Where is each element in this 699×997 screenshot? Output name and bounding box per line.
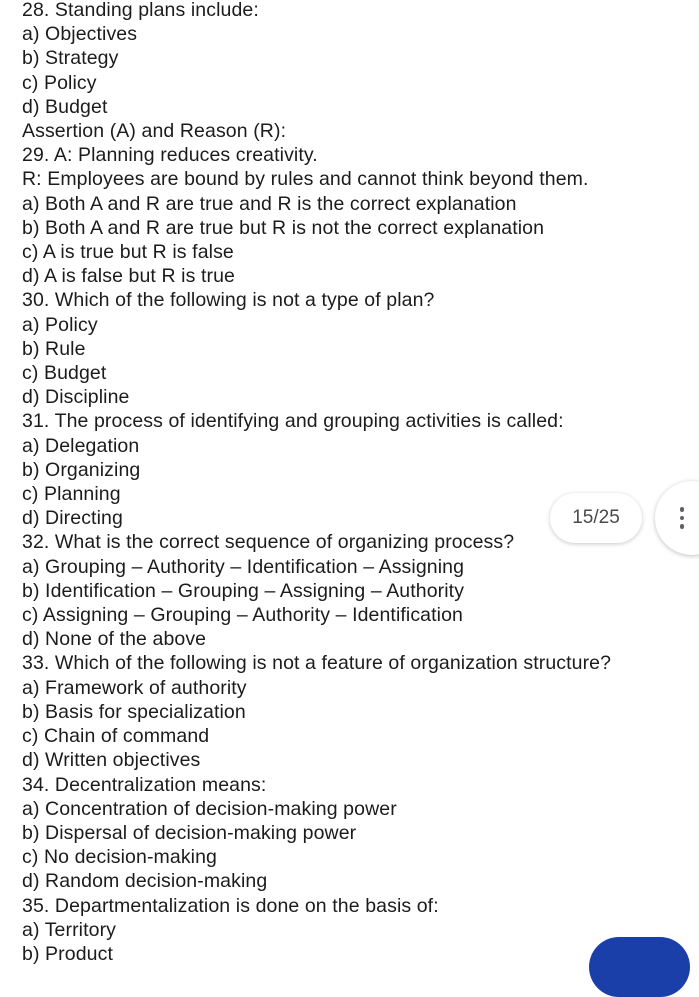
document-line: d) Budget <box>22 95 108 118</box>
document-line: 34. Decentralization means: <box>22 773 267 796</box>
document-line: c) Chain of command <box>22 725 210 748</box>
document-line: a) Both A and R are true and R is the correct explanation <box>22 192 517 215</box>
document-line: a) Territory <box>22 918 117 941</box>
document-line: b) Identification – Grouping – Assigning – Authority <box>22 579 465 602</box>
floating-action-button[interactable] <box>589 937 690 997</box>
document-line: b) Dispersal of decision-making power <box>22 821 357 844</box>
document-line: a) Grouping – Authority – Identification – Assigning <box>22 555 465 578</box>
document-line: d) None of the above <box>22 628 207 651</box>
document-line: c) No decision-making <box>22 846 218 869</box>
document-line: d) Directing <box>22 507 123 530</box>
document-line: c) Policy <box>22 71 97 94</box>
document-line: 35. Departmentalization is done on the basis of: <box>22 894 439 917</box>
document-line: 31. The process of identifying and grouping activities is called: <box>22 410 564 433</box>
document-line: a) Framework of authority <box>22 676 247 699</box>
document-line: a) Concentration of decision-making power <box>22 797 397 820</box>
document-line: d) Written objectives <box>22 749 201 772</box>
more-vertical-icon <box>680 507 685 529</box>
document-line: c) A is true but R is false <box>22 241 234 264</box>
document-line: b) Basis for specialization <box>22 700 246 723</box>
document-line: b) Product <box>22 942 113 965</box>
document-line: b) Rule <box>22 337 86 360</box>
document-line: 30. Which of the following is not a type of plan? <box>22 289 435 312</box>
document-line: 32. What is the correct sequence of organizing process? <box>22 531 515 554</box>
page-indicator <box>550 493 642 543</box>
document-line: d) Discipline <box>22 386 130 409</box>
document-line: a) Policy <box>22 313 98 336</box>
document-line: 29. A: Planning reduces creativity. <box>22 144 318 167</box>
document-line: d) Random decision-making <box>22 870 268 893</box>
document-line: d) A is false but R is true <box>22 265 235 288</box>
document-line: a) Objectives <box>22 23 138 46</box>
page-indicator-label: 15/25 <box>572 507 620 528</box>
document-line: c) Budget <box>22 362 107 385</box>
document-line: R: Employees are bound by rules and cannot think beyond them. <box>22 168 589 191</box>
document-line: c) Assigning – Grouping – Authority – Identification <box>22 604 463 627</box>
document-line: a) Delegation <box>22 434 140 457</box>
document-line: b) Organizing <box>22 458 141 481</box>
document-line: c) Planning <box>22 483 121 506</box>
document-line: b) Strategy <box>22 47 119 70</box>
document-line: Assertion (A) and Reason (R): <box>22 120 287 143</box>
document-line: 28. Standing plans include: <box>22 0 259 21</box>
document-line: 33. Which of the following is not a feature of organization structure? <box>22 652 612 675</box>
document-line: b) Both A and R are true but R is not the correct explanation <box>22 216 545 239</box>
